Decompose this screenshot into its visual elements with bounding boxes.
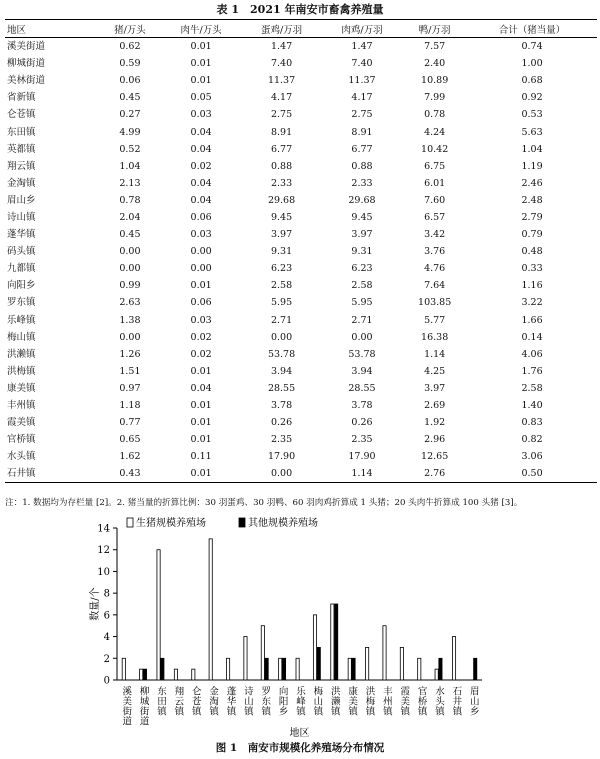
value-cell: 0.06 — [190, 211, 212, 223]
x-tick-label: 仑苍镇 — [189, 686, 201, 716]
x-tick-label: 柳城街道 — [137, 686, 149, 726]
value-cell: 6.57 — [424, 211, 446, 223]
y-tick-label: 4 — [103, 632, 110, 644]
value-cell: 28.55 — [267, 382, 296, 394]
bar-pig-farm — [209, 539, 212, 680]
value-cell: 2.33 — [270, 177, 293, 189]
value-cell: 0.02 — [190, 348, 212, 360]
region-cell: 康美镇 — [7, 382, 36, 394]
table-row — [5, 380, 597, 397]
value-cell: 0.97 — [119, 382, 141, 394]
value-cell: 3.78 — [270, 400, 293, 412]
x-tick-label: 水头镇 — [433, 686, 445, 716]
value-cell: 0.26 — [351, 417, 373, 429]
value-cell: 5.95 — [270, 297, 293, 309]
value-cell: 1.47 — [351, 41, 373, 53]
value-cell: 0.59 — [119, 58, 141, 70]
bar-pig-farm — [366, 647, 369, 680]
bar-other-farm — [143, 669, 146, 680]
value-cell: 0.00 — [119, 246, 141, 258]
table-row — [5, 312, 597, 329]
value-cell: 2.79 — [521, 211, 543, 223]
table-row — [5, 123, 597, 140]
bar-other-farm — [265, 658, 268, 680]
value-cell: 7.99 — [424, 92, 446, 104]
value-cell: 0.00 — [351, 331, 373, 343]
value-cell: 2.46 — [521, 177, 543, 189]
value-cell: 0.43 — [99, 465, 161, 483]
y-tick-label: 8 — [103, 588, 110, 600]
y-tick-label: 0 — [103, 675, 110, 687]
value-cell: 1.26 — [119, 348, 141, 360]
value-cell: 0.45 — [119, 92, 141, 104]
value-cell: 2.13 — [119, 177, 141, 189]
value-cell: 4.25 — [424, 365, 446, 377]
value-cell: 4.06 — [521, 348, 543, 360]
value-cell: 5.63 — [521, 126, 543, 138]
value-cell: 0.77 — [119, 417, 141, 429]
bar-pig-farm — [400, 647, 403, 680]
value-cell: 0.00 — [190, 246, 212, 258]
region-cell: 洪濑镇 — [7, 348, 36, 360]
table-row — [5, 106, 597, 123]
value-cell: 2.58 — [521, 382, 543, 394]
x-tick-label: 丰州镇 — [380, 686, 392, 716]
value-cell: 0.00 — [241, 465, 321, 483]
bar-pig-farm — [192, 669, 195, 680]
table-row — [5, 329, 597, 346]
value-cell: 4.99 — [119, 126, 141, 138]
value-cell: 6.23 — [351, 263, 373, 275]
region-cell: 官桥镇 — [7, 434, 36, 446]
region-cell: 乐峰镇 — [7, 314, 36, 326]
value-cell: 17.90 — [267, 451, 296, 463]
x-tick-label: 蓬华镇 — [224, 686, 236, 716]
table-row — [5, 260, 597, 277]
value-cell: 1.14 — [424, 348, 446, 360]
value-cell: 2.48 — [521, 194, 543, 206]
value-cell: 0.78 — [119, 194, 141, 206]
table-title: 表 1 2021 年南安市畜禽养殖量 — [216, 3, 384, 16]
value-cell: 0.74 — [521, 41, 543, 53]
value-cell: 2.35 — [351, 434, 373, 446]
value-cell: 1.40 — [521, 400, 543, 412]
table-row — [5, 89, 597, 106]
region-cell: 东田镇 — [7, 126, 36, 138]
value-cell: 2.33 — [351, 177, 373, 189]
value-cell: 2.71 — [351, 314, 373, 326]
value-cell: 1.04 — [119, 160, 141, 172]
column-header: 蛋鸡/万羽 — [241, 20, 321, 38]
value-cell: 10.89 — [421, 75, 449, 87]
table-row — [5, 55, 597, 72]
value-cell: 2.76 — [402, 465, 467, 483]
value-cell: 29.68 — [267, 194, 296, 206]
bar-other-farm — [317, 647, 320, 680]
value-cell: 6.77 — [351, 143, 373, 155]
value-cell: 0.01 — [190, 365, 212, 377]
value-cell: 103.85 — [418, 297, 452, 309]
figure-caption: 图 1 南安市规模化养殖场分布情况 — [215, 742, 385, 754]
value-cell: 2.69 — [424, 400, 446, 412]
region-cell: 溪美街道 — [7, 41, 46, 53]
value-cell: 2.75 — [351, 109, 373, 121]
value-cell: 0.11 — [190, 451, 212, 463]
value-cell: 0.53 — [521, 109, 543, 121]
bar-pig-farm — [157, 550, 160, 680]
value-cell: 0.00 — [119, 331, 141, 343]
y-tick-label: 6 — [103, 610, 110, 622]
value-cell: 0.68 — [521, 75, 543, 87]
bar-pig-farm — [313, 615, 316, 680]
region-cell: 洪梅镇 — [7, 365, 36, 377]
x-tick-label: 乐峰镇 — [294, 686, 305, 716]
column-header: 鸭/万羽 — [402, 20, 467, 38]
table-body — [5, 38, 597, 483]
value-cell: 3.42 — [424, 229, 446, 241]
value-cell: 1.51 — [119, 365, 141, 377]
table-row — [5, 158, 597, 175]
value-cell: 0.01 — [190, 434, 212, 446]
value-cell: 6.77 — [270, 143, 293, 155]
value-cell: 1.38 — [119, 314, 141, 326]
value-cell: 0.02 — [190, 331, 212, 343]
value-cell: 0.27 — [119, 109, 141, 121]
value-cell: 3.97 — [270, 229, 293, 241]
x-tick-label: 梅山镇 — [311, 686, 323, 716]
region-cell: 蓬华镇 — [7, 229, 36, 241]
y-tick-label: 2 — [103, 653, 110, 665]
value-cell: 0.06 — [190, 297, 212, 309]
value-cell: 0.03 — [190, 109, 212, 121]
region-cell: 梅山镇 — [7, 331, 36, 343]
x-tick-label: 翔云镇 — [172, 686, 184, 716]
value-cell: 1.66 — [521, 314, 543, 326]
table-row — [5, 397, 597, 414]
table-note: 注：1. 数据均为存栏量 [2]。2. 猪当量的折算比例：30 羽蛋鸡、30 羽鸭、60 羽肉鸡折算成 1 头猪；20 头肉牛折算成 100 头猪 [3]。 — [5, 498, 523, 508]
bar-pig-farm — [244, 637, 247, 680]
farm-distribution-chart — [0, 512, 600, 742]
value-cell: 0.50 — [467, 465, 597, 483]
table-row — [5, 277, 597, 294]
y-tick-label: 14 — [97, 523, 110, 535]
value-cell: 8.91 — [270, 126, 293, 138]
value-cell: 7.40 — [351, 58, 373, 70]
table-row — [5, 243, 597, 260]
table-row — [5, 226, 597, 243]
value-cell: 1.00 — [521, 58, 543, 70]
value-cell: 0.01 — [161, 465, 241, 483]
value-cell: 2.58 — [270, 280, 293, 292]
bar-pig-farm — [418, 658, 421, 680]
value-cell: 0.26 — [270, 417, 293, 429]
value-cell: 0.01 — [190, 41, 212, 53]
column-header: 地区 — [5, 20, 99, 38]
value-cell: 3.06 — [521, 451, 543, 463]
table-row — [5, 465, 597, 483]
value-cell: 3.97 — [424, 382, 446, 394]
value-cell: 5.95 — [351, 297, 373, 309]
region-cell: 眉山乡 — [7, 194, 36, 206]
region-cell: 金淘镇 — [7, 177, 36, 189]
table-row — [5, 175, 597, 192]
table-row — [5, 363, 597, 380]
x-tick-label: 洪梅镇 — [363, 686, 375, 716]
value-cell: 5.77 — [424, 314, 446, 326]
value-cell: 0.92 — [521, 92, 543, 104]
legend-swatch — [239, 518, 245, 527]
value-cell: 7.64 — [424, 280, 446, 292]
value-cell: 0.99 — [119, 280, 141, 292]
livestock-table — [5, 19, 597, 483]
value-cell: 1.62 — [119, 451, 141, 463]
legend-label: 其他规模养殖场 — [248, 518, 318, 529]
region-cell: 仑苍镇 — [7, 109, 36, 121]
value-cell: 0.01 — [190, 400, 212, 412]
value-cell: 2.58 — [351, 280, 373, 292]
value-cell: 11.37 — [348, 75, 376, 87]
bar-pig-farm — [279, 658, 282, 680]
region-cell: 霞美镇 — [7, 417, 36, 429]
region-cell: 丰州镇 — [7, 400, 36, 412]
value-cell: 0.01 — [190, 75, 212, 87]
region-cell: 省新镇 — [7, 92, 36, 104]
value-cell: 0.04 — [190, 382, 212, 394]
x-tick-label: 康美镇 — [346, 686, 358, 716]
value-cell: 6.01 — [424, 177, 446, 189]
region-cell: 石井镇 — [5, 465, 99, 483]
region-cell: 翔云镇 — [7, 160, 36, 172]
region-cell: 诗山镇 — [7, 211, 36, 223]
value-cell: 0.04 — [190, 194, 212, 206]
value-cell: 3.76 — [424, 246, 446, 258]
value-cell: 1.18 — [119, 400, 141, 412]
value-cell: 2.71 — [270, 314, 293, 326]
value-cell: 6.75 — [424, 160, 446, 172]
bar-pig-farm — [174, 669, 177, 680]
x-tick-label: 官桥镇 — [415, 686, 427, 716]
value-cell: 12.65 — [421, 451, 449, 463]
value-cell: 0.06 — [119, 75, 141, 87]
value-cell: 11.37 — [267, 75, 296, 87]
value-cell: 9.31 — [270, 246, 293, 258]
region-cell: 九都镇 — [7, 263, 36, 275]
value-cell: 0.04 — [190, 177, 212, 189]
value-cell: 2.63 — [119, 297, 141, 309]
bar-pig-farm — [140, 669, 143, 680]
value-cell: 0.14 — [521, 331, 543, 343]
table-header-row — [5, 20, 597, 38]
value-cell: 4.76 — [424, 263, 446, 275]
region-cell: 向阳乡 — [7, 280, 36, 292]
x-tick-label: 东田镇 — [154, 686, 166, 716]
value-cell: 0.88 — [351, 160, 373, 172]
value-cell: 17.90 — [348, 451, 376, 463]
bar-pig-farm — [435, 669, 438, 680]
column-header: 合计（猪当量） — [467, 20, 597, 38]
x-tick-label: 罗东镇 — [259, 686, 271, 716]
value-cell: 0.33 — [521, 263, 543, 275]
x-tick-label: 金淘镇 — [207, 686, 219, 716]
region-cell: 水头镇 — [7, 451, 36, 463]
value-cell: 2.75 — [270, 109, 293, 121]
value-cell: 3.94 — [270, 365, 293, 377]
column-header: 肉牛/万头 — [161, 20, 241, 38]
value-cell: 0.02 — [190, 160, 212, 172]
bar-other-farm — [474, 658, 477, 680]
value-cell: 0.45 — [119, 229, 141, 241]
x-axis-label: 地区 — [289, 728, 310, 739]
bar-pig-farm — [348, 658, 351, 680]
bar-other-farm — [335, 604, 338, 680]
value-cell: 0.00 — [119, 263, 141, 275]
value-cell: 0.62 — [119, 41, 141, 53]
bar-pig-farm — [331, 604, 334, 680]
x-tick-label: 眉山乡 — [467, 686, 479, 716]
bar-other-farm — [161, 658, 164, 680]
region-cell: 罗东镇 — [7, 297, 36, 309]
value-cell: 3.94 — [351, 365, 373, 377]
value-cell: 0.04 — [190, 143, 212, 155]
column-header: 猪/万头 — [99, 20, 161, 38]
bar-pig-farm — [452, 637, 455, 680]
value-cell: 6.23 — [270, 263, 293, 275]
value-cell: 8.91 — [351, 126, 373, 138]
table-row — [5, 72, 597, 89]
value-cell: 4.17 — [351, 92, 373, 104]
value-cell: 0.03 — [190, 314, 212, 326]
table-row — [5, 141, 597, 158]
value-cell: 53.78 — [348, 348, 376, 360]
bar-other-farm — [282, 658, 285, 680]
table-row — [5, 192, 597, 209]
x-tick-label: 洪濑镇 — [328, 686, 340, 716]
value-cell: 1.76 — [521, 365, 543, 377]
value-cell: 10.42 — [421, 143, 449, 155]
region-cell: 柳城街道 — [7, 58, 46, 70]
value-cell: 0.03 — [190, 229, 212, 241]
bar-other-farm — [352, 658, 355, 680]
value-cell: 4.24 — [424, 126, 446, 138]
value-cell: 0.00 — [270, 331, 293, 343]
bar-pig-farm — [226, 658, 229, 680]
value-cell: 1.47 — [270, 41, 293, 53]
value-cell: 29.68 — [348, 194, 376, 206]
table-row — [5, 346, 597, 363]
value-cell: 0.01 — [190, 280, 212, 292]
value-cell: 1.14 — [322, 465, 402, 483]
value-cell: 7.57 — [424, 41, 446, 53]
x-tick-label: 诗山镇 — [241, 686, 253, 716]
value-cell: 0.04 — [190, 126, 212, 138]
y-tick-label: 12 — [97, 545, 110, 557]
region-cell: 码头镇 — [7, 246, 36, 258]
table-row — [5, 38, 597, 56]
table-row — [5, 294, 597, 311]
value-cell: 0.88 — [270, 160, 293, 172]
table-row — [5, 414, 597, 431]
value-cell: 0.05 — [190, 92, 212, 104]
legend-swatch — [127, 518, 133, 527]
value-cell: 4.17 — [270, 92, 293, 104]
x-tick-label: 霞美镇 — [398, 686, 410, 716]
value-cell: 9.45 — [351, 211, 373, 223]
value-cell: 1.16 — [521, 280, 543, 292]
legend-label: 生猪规模养殖场 — [136, 518, 206, 529]
value-cell: 3.78 — [351, 400, 373, 412]
bar-pig-farm — [383, 626, 386, 680]
table-row — [5, 209, 597, 226]
value-cell: 0.48 — [521, 246, 543, 258]
value-cell: 2.35 — [270, 434, 293, 446]
column-header: 肉鸡/万羽 — [322, 20, 402, 38]
value-cell: 3.22 — [521, 297, 543, 309]
value-cell: 7.60 — [424, 194, 446, 206]
value-cell: 0.65 — [119, 434, 141, 446]
region-cell: 美林街道 — [7, 75, 46, 87]
value-cell: 28.55 — [348, 382, 376, 394]
y-axis-label: 数量/个 — [90, 587, 101, 621]
table-row — [5, 431, 597, 448]
value-cell: 2.40 — [424, 58, 446, 70]
region-cell: 英都镇 — [7, 143, 36, 155]
bar-other-farm — [439, 658, 442, 680]
value-cell: 0.01 — [190, 417, 212, 429]
value-cell: 0.00 — [190, 263, 212, 275]
value-cell: 0.01 — [190, 58, 212, 70]
bar-pig-farm — [122, 658, 125, 680]
table-row — [5, 448, 597, 465]
x-tick-label: 石井镇 — [450, 686, 462, 716]
value-cell: 2.04 — [119, 211, 141, 223]
value-cell: 0.82 — [521, 434, 543, 446]
value-cell: 0.79 — [521, 229, 543, 241]
value-cell: 0.52 — [119, 143, 141, 155]
x-tick-label: 溪美街道 — [120, 686, 132, 726]
value-cell: 2.96 — [424, 434, 446, 446]
value-cell: 9.45 — [270, 211, 293, 223]
value-cell: 0.83 — [521, 417, 543, 429]
x-tick-label: 向阳乡 — [276, 686, 288, 716]
value-cell: 0.78 — [424, 109, 446, 121]
value-cell: 3.97 — [351, 229, 373, 241]
value-cell: 16.38 — [421, 331, 449, 343]
value-cell: 7.40 — [270, 58, 293, 70]
value-cell: 53.78 — [267, 348, 296, 360]
y-tick-label: 10 — [97, 566, 110, 578]
bar-pig-farm — [261, 626, 264, 680]
bar-pig-farm — [296, 658, 299, 680]
value-cell: 1.19 — [521, 160, 543, 172]
value-cell: 9.31 — [351, 246, 373, 258]
value-cell: 1.92 — [424, 417, 446, 429]
value-cell: 1.04 — [521, 143, 543, 155]
